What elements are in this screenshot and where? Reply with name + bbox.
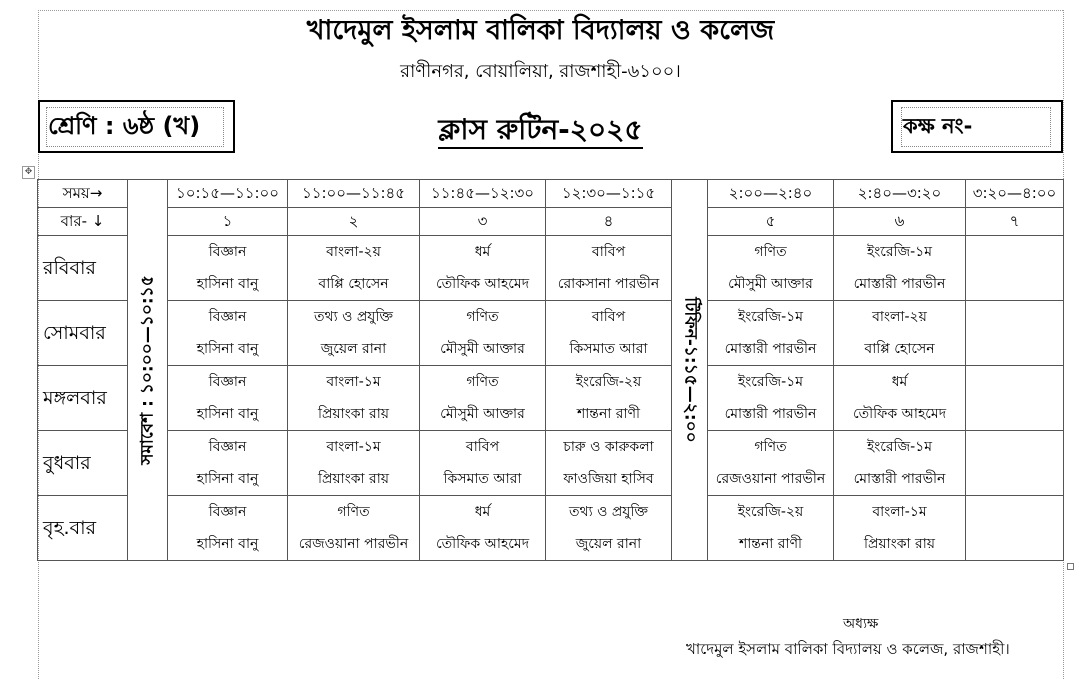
class-cell[interactable] [966,236,1064,301]
class-cell[interactable] [834,236,966,301]
subject: গণিত [466,309,499,325]
room-box[interactable] [891,100,1063,153]
class-cell[interactable] [708,431,834,496]
class-cell[interactable] [420,496,546,561]
period-number: ৫ [708,208,834,236]
teacher: রেজওয়ানা পারভীন [715,471,826,487]
class-cell[interactable] [420,366,546,431]
subject: বাংলা-২য় [872,309,927,325]
teacher: কিসমাত আরা [443,471,522,487]
class-cell[interactable] [288,366,420,431]
subject [966,236,1063,268]
teacher: মোস্তারী পারভীন [724,406,817,422]
corner-day-label: বার- ↓ [38,208,128,236]
class-cell[interactable] [834,366,966,431]
table-move-handle-icon[interactable]: ✥ [22,166,35,179]
teacher [966,463,1063,495]
teacher: মোস্তারী পারভীন [853,471,946,487]
subject: বাংলা-১ম [872,504,927,520]
subject: গণিত [754,244,787,260]
time-slot: ১১:০০—১১:৪৫ [288,180,420,208]
day-name: বুধবার [38,431,128,496]
teacher: ফাওজিয়া হাসিব [563,471,654,487]
teacher: মোস্তারী পারভীন [853,276,946,292]
teacher: মৌসুমী আক্তার [440,341,525,357]
teacher: তৌফিক আহমেদ [435,536,530,552]
teacher [966,528,1063,560]
teacher [966,398,1063,430]
class-cell[interactable] [168,496,288,561]
time-header-row [38,180,1064,208]
teacher: হাসিনা বানু [196,276,259,292]
teacher: কিসমাত আরা [569,341,648,357]
subject: বিজ্ঞান [208,504,247,520]
subject: বাংলা-১ম [326,439,381,455]
class-cell[interactable] [966,496,1064,561]
class-cell[interactable] [288,431,420,496]
class-cell[interactable] [168,366,288,431]
period-number: ৬ [834,208,966,236]
teacher: প্রিয়াংকা রায় [863,536,936,552]
school-address: রাণীনগর, বোয়ালিয়া, রাজশাহী-৬১০০। [400,61,681,82]
time-slot: ৩:২০—৪:০০ [966,180,1064,208]
teacher: প্রিয়াংকা রায় [317,471,390,487]
subject [966,431,1063,463]
teacher: মৌসুমী আক্তার [728,276,813,292]
subject: ইংরেজি-১ম [866,439,933,455]
time-slot: ১১:৪৫—১২:৩০ [420,180,546,208]
table-row [38,301,1064,366]
class-label: শ্রেণি : ৬ষ্ঠ (খ) [48,112,201,140]
school-name: খাদেমুল ইসলাম বালিকা বিদ্যালয় ও কলেজ [306,15,775,46]
period-number: ৩ [420,208,546,236]
class-cell[interactable] [708,301,834,366]
teacher: বাপ্পি হোসেন [318,276,389,292]
teacher: তৌফিক আহমেদ [852,406,947,422]
period-number: ২ [288,208,420,236]
table-row [38,236,1064,301]
day-name: রবিবার [38,236,128,301]
subject: বাবিপ [591,244,626,260]
class-cell[interactable] [708,496,834,561]
class-cell[interactable] [546,366,672,431]
tiffin-column [672,180,708,561]
subject: ইংরেজি-২য় [737,504,804,520]
teacher: শান্তনা রাণী [576,406,641,422]
teacher: জুয়েল রানা [575,536,642,552]
tiffin-label: টিফিন-১:১৫—২:০০ [679,297,700,443]
principal-school: খাদেমুল ইসলাম বালিকা বিদ্যালয় ও কলেজ, রাজশাহী। [686,640,1010,658]
period-number: ৭ [966,208,1064,236]
room-label: কক্ষ নং- [903,114,973,138]
principal-title: অধ্যক্ষ [843,616,879,632]
class-cell[interactable] [288,301,420,366]
subject: ইংরেজি-১ম [737,309,804,325]
teacher: রেজওয়ানা পারভীন [298,536,409,552]
subject: ইংরেজি-২য় [575,374,642,390]
class-cell[interactable] [168,301,288,366]
time-slot: ১২:৩০—১:১৫ [546,180,672,208]
routine-table [37,179,1064,561]
subject: ধর্ম [474,244,491,260]
class-cell[interactable] [834,431,966,496]
subject: গণিত [466,374,499,390]
subject: বাবিপ [591,309,626,325]
teacher: প্রিয়াংকা রায় [317,406,390,422]
subject: বাবিপ [465,439,500,455]
class-cell[interactable] [546,301,672,366]
class-cell[interactable] [546,236,672,301]
teacher: হাসিনা বানু [196,471,259,487]
teacher [966,268,1063,300]
class-cell[interactable] [708,236,834,301]
assembly-label: সমাবেশ : ১০:০০—১০:১৫ [137,275,158,465]
class-cell[interactable] [288,236,420,301]
class-cell[interactable] [546,431,672,496]
subject [966,301,1063,333]
table-resize-handle[interactable] [1067,563,1074,570]
class-cell[interactable] [546,496,672,561]
time-slot: ২:০০—২:৪০ [708,180,834,208]
subject: ইংরেজি-১ম [866,244,933,260]
class-cell[interactable] [288,496,420,561]
subject: বিজ্ঞান [208,309,247,325]
subject: বিজ্ঞান [208,374,247,390]
subject [966,496,1063,528]
class-cell[interactable] [834,301,966,366]
subject: ধর্ম [474,504,491,520]
subject: বিজ্ঞান [208,439,247,455]
corner-time-label: সময়→ [38,180,128,208]
day-name: সোমবার [38,301,128,366]
class-cell[interactable] [420,301,546,366]
teacher: শান্তনা রাণী [738,536,803,552]
subject: বাংলা-২য় [326,244,381,260]
class-cell[interactable] [966,366,1064,431]
teacher: রোকসানা পারভীন [557,276,660,292]
teacher: জুয়েল রানা [320,341,387,357]
teacher [966,333,1063,365]
subject: বাংলা-১ম [326,374,381,390]
table-row [38,366,1064,431]
subject: ধর্ম [891,374,908,390]
teacher: হাসিনা বানু [196,341,259,357]
teacher: বাপ্পি হোসেন [864,341,935,357]
time-slot: ১০:১৫—১১:০০ [168,180,288,208]
assembly-column [128,180,168,561]
subject: চারু ও কারুকলা [563,439,654,455]
routine-title-text: ক্লাস রুটিন-২০২৫ [438,113,642,149]
table-row [38,496,1064,561]
time-slot: ২:৪০—৩:২০ [834,180,966,208]
period-number-row [38,208,1064,236]
subject: ইংরেজি-১ম [737,374,804,390]
subject: তথ্য ও প্রযুক্তি [569,504,648,520]
class-cell[interactable] [708,366,834,431]
class-cell[interactable] [420,236,546,301]
class-cell[interactable] [966,431,1064,496]
subject [966,366,1063,398]
teacher: মৌসুমী আক্তার [440,406,525,422]
table-row [38,431,1064,496]
teacher: হাসিনা বানু [196,536,259,552]
teacher: মোস্তারী পারভীন [724,341,817,357]
day-name: মঙ্গলবার [38,366,128,431]
subject: গণিত [337,504,370,520]
subject: তথ্য ও প্রযুক্তি [314,309,393,325]
class-cell[interactable] [966,301,1064,366]
teacher: তৌফিক আহমেদ [435,276,530,292]
subject: গণিত [754,439,787,455]
class-cell[interactable] [834,496,966,561]
class-cell[interactable] [168,236,288,301]
class-cell[interactable] [168,431,288,496]
period-number: ৪ [546,208,672,236]
day-name: বৃহ.বার [38,496,128,561]
subject: বিজ্ঞান [208,244,247,260]
teacher: হাসিনা বানু [196,406,259,422]
period-number: ১ [168,208,288,236]
class-cell[interactable] [420,431,546,496]
